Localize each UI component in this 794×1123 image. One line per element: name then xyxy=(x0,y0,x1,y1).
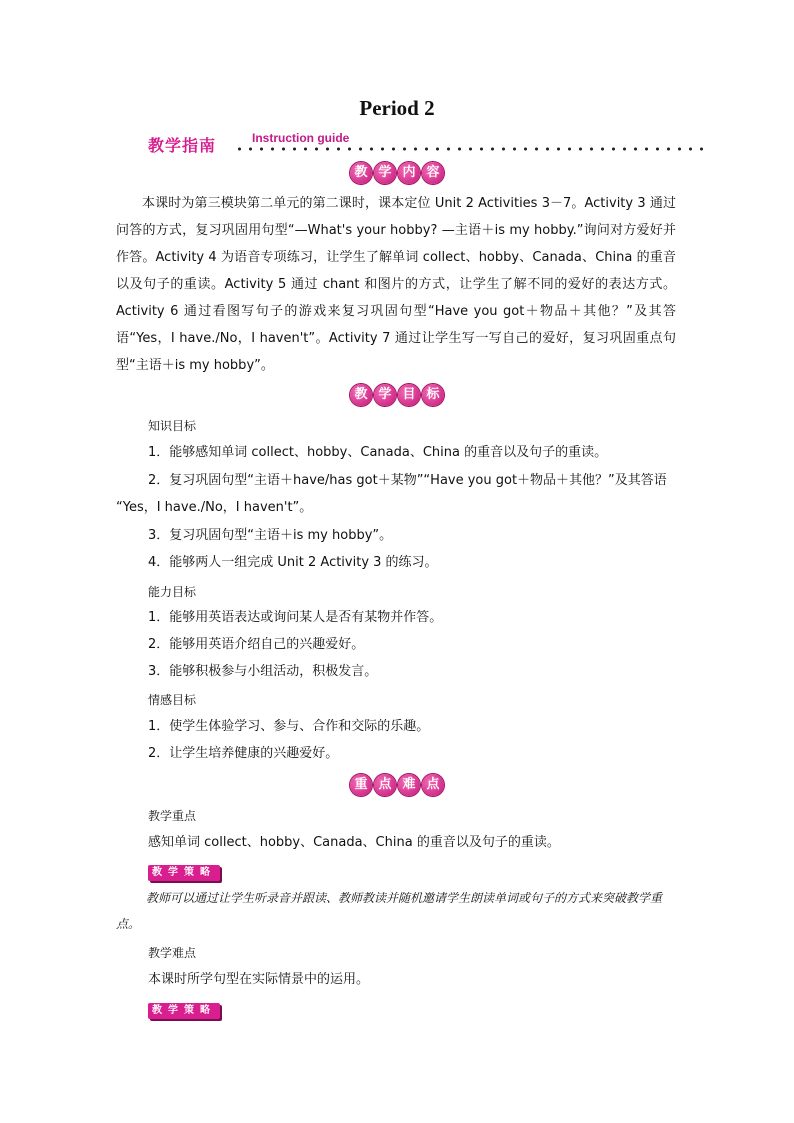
ability-goals-label: 能力目标 xyxy=(148,585,197,599)
guide-english-label: Instruction guide xyxy=(252,131,350,145)
strategy-badge: 教学策略 xyxy=(148,865,220,881)
emotion-goal-2: 2．让学生培养健康的兴趣爱好。 xyxy=(148,746,339,761)
knowledge-goal-1: 1．能够感知单词 collect、hobby、Canada、China 的重音以及句子的重读。 xyxy=(148,445,608,460)
knowledge-goals-label: 知识目标 xyxy=(148,419,197,433)
teaching-focus-text: 感知单词 collect、hobby、Canada、China 的重音以及句子的重读。 xyxy=(148,835,560,850)
heading-char: 教 xyxy=(350,384,372,406)
instruction-guide-banner xyxy=(148,131,708,157)
strategy-text: 教师可以通过让学生听录音并跟读、教师教读并随机邀请学生朗读单词或句子的方式来突破教学重点。 xyxy=(116,891,663,931)
heading-char: 点 xyxy=(374,774,396,796)
knowledge-goal-2-cont: “Yes，I have./No，I haven't”。 xyxy=(116,500,313,515)
knowledge-goal-2: 2．复习巩固句型“主语＋have/has got＋某物”“Have you got＋物品＋其他？”及其答语 xyxy=(148,473,667,488)
heading-char: 难 xyxy=(398,774,420,796)
heading-char: 学 xyxy=(374,162,396,184)
teaching-difficulty-text: 本课时所学句型在实际情景中的运用。 xyxy=(148,972,370,987)
heading-char: 点 xyxy=(422,774,444,796)
section-heading-content xyxy=(0,162,794,184)
knowledge-goal-3: 3．复习巩固句型“主语＋is my hobby”。 xyxy=(148,528,393,543)
page-title: Period 2 xyxy=(359,96,435,120)
strategy-badge: 教学策略 xyxy=(148,1003,220,1019)
emotion-goal-1: 1．使学生体验学习、参与、合作和交际的乐趣。 xyxy=(148,719,430,734)
dotted-divider xyxy=(234,147,708,151)
section-heading-goals xyxy=(0,384,794,406)
heading-char: 教 xyxy=(350,162,372,184)
ability-goal-1: 1．能够用英语表达或询问某人是否有某物并作答。 xyxy=(148,610,443,625)
heading-char: 重 xyxy=(350,774,372,796)
heading-char: 目 xyxy=(398,384,420,406)
heading-char: 内 xyxy=(398,162,420,184)
section-heading-keypoints xyxy=(0,774,794,796)
heading-char: 标 xyxy=(422,384,444,406)
heading-char: 学 xyxy=(374,384,396,406)
ability-goal-2: 2．能够用英语介绍自己的兴趣爱好。 xyxy=(148,637,365,652)
teaching-focus-label: 教学重点 xyxy=(148,809,197,823)
guide-chinese-label: 教学指南 xyxy=(148,136,217,155)
teaching-difficulty-label: 教学难点 xyxy=(148,946,197,960)
content-paragraph: 本课时为第三模块第二单元的第二课时，课本定位 Unit 2 Activities 3－7。Activity 3 通过问答的方式，复习巩固用句型“—What's your hobby? —主语＋is my hobby.”询问对方爱好并作答。Activity 4 为语音专项练习，让学生了解单词 collect、hobby、Canada、China 的重音以及句子的重读。Activity 5 通过 chant 和图片的方式，让学生了解不同的爱好的表达方式。Activity 6 通过看图写句子的游戏来复习巩固句型“Have you got＋物品＋其他？”及其答语“Yes，I have./No，I haven't”。Activity 7 通过让学生写一写自己的爱好，复习巩固重点句型“主语＋is my hobby”。 xyxy=(116,196,676,373)
emotion-goals-label: 情感目标 xyxy=(148,693,197,707)
strategy-tag-2 xyxy=(148,1000,220,1019)
strategy-tag-1 xyxy=(148,862,220,881)
heading-char: 容 xyxy=(422,162,444,184)
ability-goal-3: 3．能够积极参与小组活动，积极发言。 xyxy=(148,664,378,679)
knowledge-goal-4: 4．能够两人一组完成 Unit 2 Activity 3 的练习。 xyxy=(148,555,438,570)
